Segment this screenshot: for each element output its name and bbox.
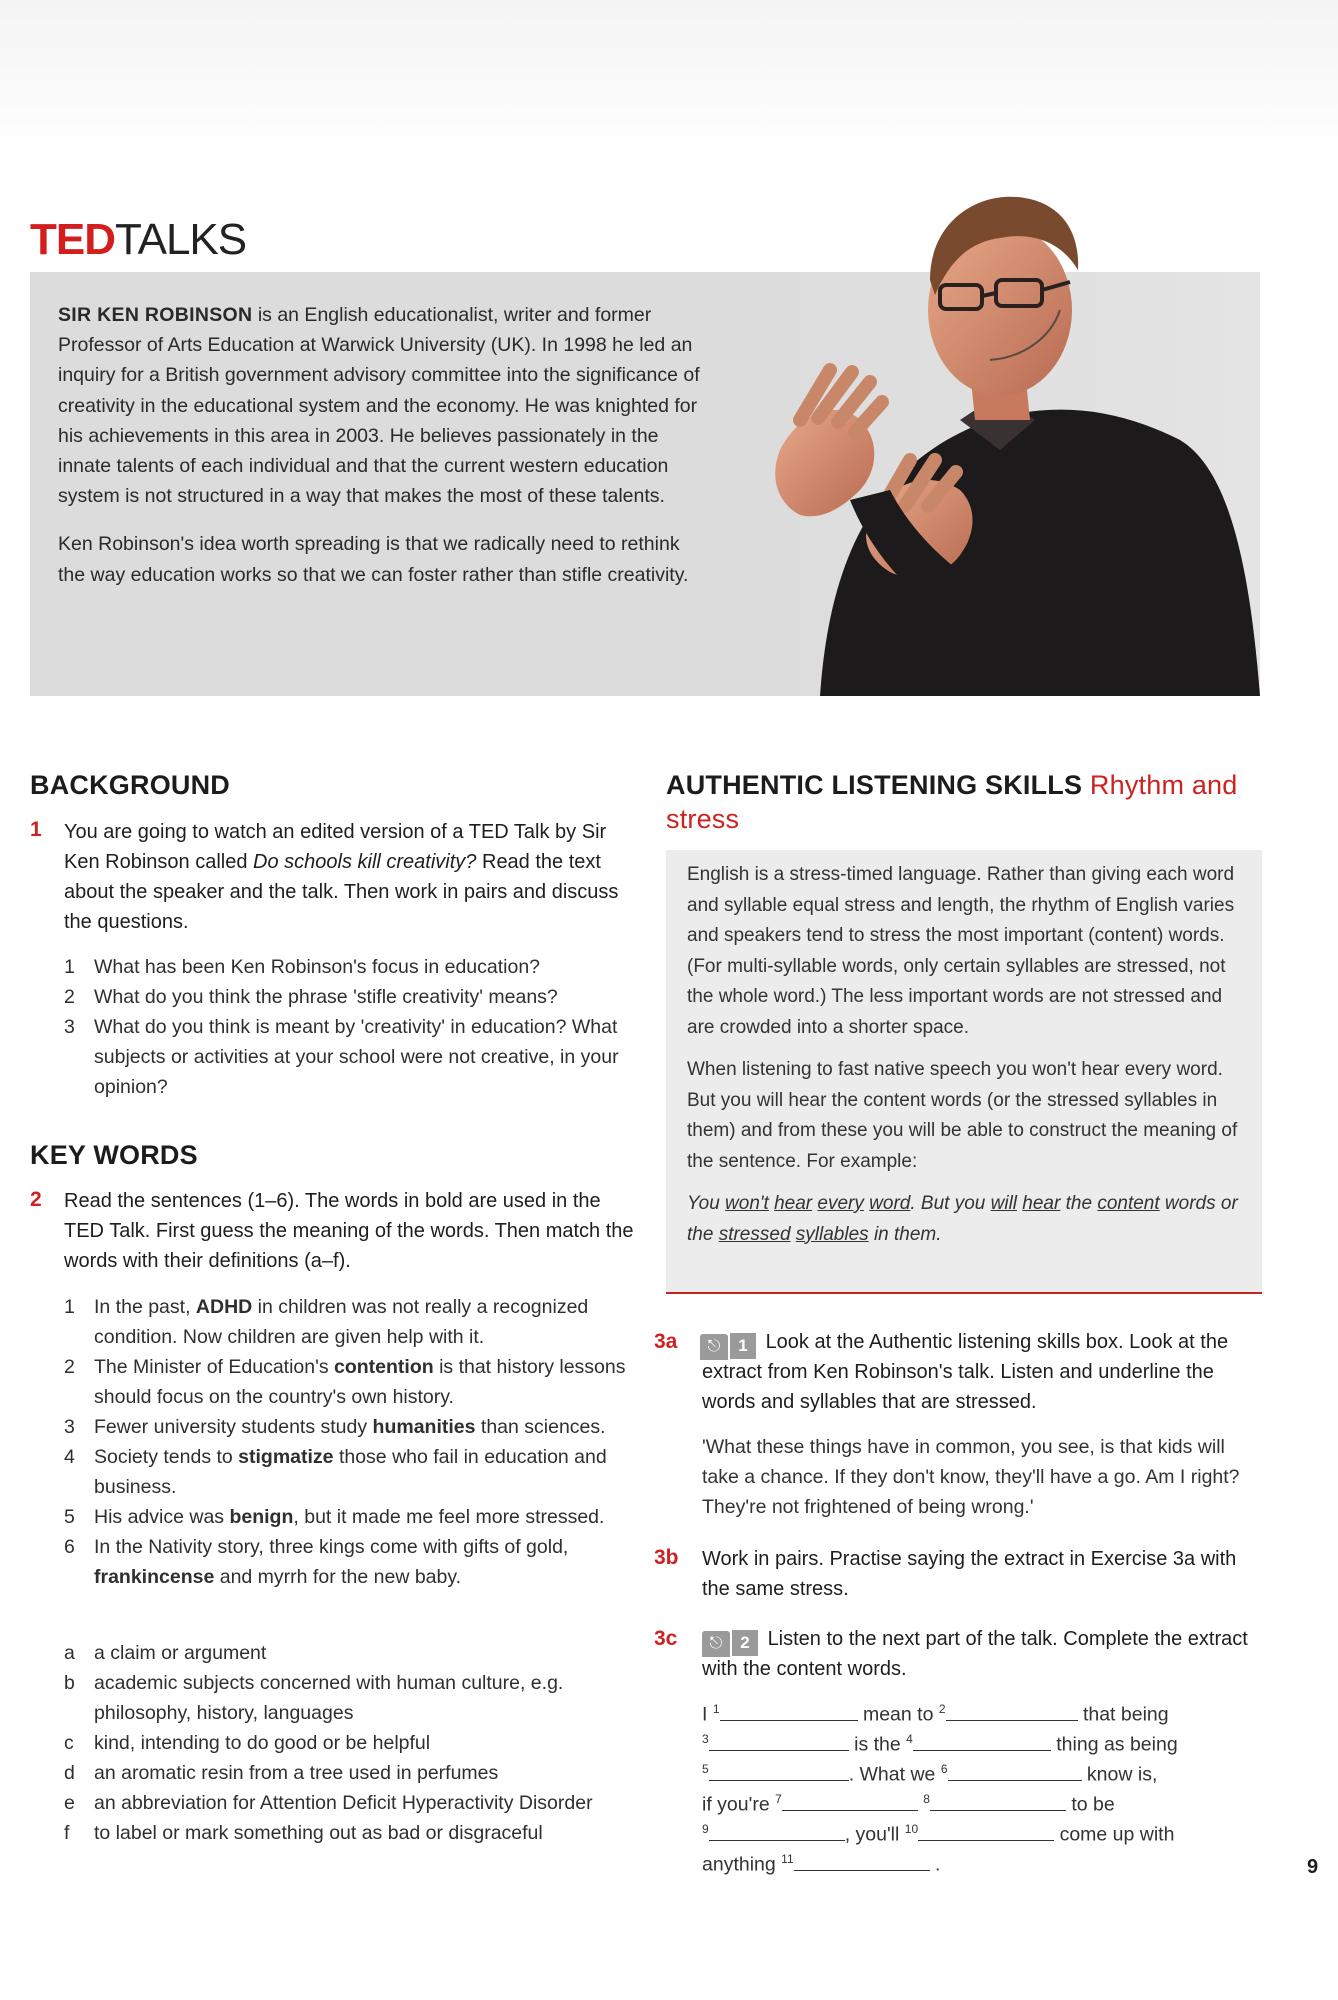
question-text: What has been Ken Robinson's focus in education? (94, 956, 541, 978)
key-words-intro: Read the sentences (1–6). The words in bold are used in the TED Talk. First guess the meaning of the words. Then match the words with their definitions (a–f). (64, 1190, 634, 1272)
gap-number: 9 (702, 1822, 709, 1836)
gap-text: thing as being (1056, 1733, 1178, 1756)
page-number: 9 (1307, 1856, 1319, 1878)
gap-number: 8 (923, 1792, 930, 1806)
gap-number: 10 (904, 1822, 919, 1836)
list-item (64, 1412, 636, 1442)
exercise-number-3a: 3a (654, 1330, 678, 1353)
list-item (64, 1502, 636, 1532)
example-word: in them. (868, 1223, 942, 1245)
als-paragraph-2: When listening to fast native speech you won't hear every word. But you will hear the content words (or the stressed syllables in them) and from these you will be able to construct the meaning of the sentence. For example: (687, 1059, 1238, 1172)
authentic-listening-text (687, 860, 1247, 1262)
als-subtitle: Rhythm and stress (666, 770, 1238, 834)
stressed-word: hear (774, 1193, 813, 1214)
item-number: 3 (64, 1016, 75, 1038)
gap-blank-11[interactable] (794, 1869, 930, 1871)
gap-number: 11 (781, 1852, 794, 1866)
definition-text: academic subjects concerned with human culture, e.g. philosophy, history, languages (94, 1672, 564, 1724)
sentence-text: , but it made me feel more stressed. (293, 1506, 605, 1528)
definition-text: a claim or argument (94, 1642, 267, 1664)
als-title: AUTHENTIC LISTENING SKILLS (666, 770, 1083, 800)
gap-blank-10[interactable] (918, 1839, 1054, 1841)
exercise-3c-text: Listen to the next part of the talk. Complete the extract with the content words. (702, 1628, 1248, 1680)
definition-text: an abbreviation for Attention Deficit Hyperactivity Disorder (94, 1792, 593, 1814)
item-letter: c (64, 1732, 74, 1754)
gap-text: , you'll (844, 1823, 900, 1846)
als-paragraph-1: English is a stress-timed language. Rather than giving each word and syllable equal stress and length, the rhythm of English varies and speakers tend to stress the most important (content) words. (For multi-syllable words, only certain syllables are stressed, not the whole word.) The less important words are not stressed and are crowded into a shorter space. (687, 864, 1235, 1038)
sentence-text: The Minister of Education's (94, 1356, 334, 1378)
sentence-text: than sciences. (475, 1416, 606, 1438)
gap-number: 6 (940, 1762, 948, 1776)
gap-text: mean to (862, 1703, 934, 1726)
item-number: 2 (64, 986, 75, 1008)
exercise-number-3c: 3c (654, 1627, 678, 1650)
definition-text: to label or mark something out as bad or disgraceful (94, 1822, 543, 1844)
gap-number: 4 (906, 1732, 913, 1746)
gap-line-4 (702, 1792, 1115, 1817)
gap-text: that being (1082, 1703, 1169, 1726)
talk-title: Do schools kill creativity? (253, 851, 477, 873)
item-number: 6 (64, 1536, 75, 1558)
item-letter: d (64, 1762, 75, 1784)
item-letter: b (64, 1672, 75, 1694)
track-number: 1 (730, 1333, 756, 1359)
gap-number: 2 (938, 1702, 946, 1716)
sentence-text: Society tends to (94, 1446, 239, 1468)
intro-text-a: You are going to watch an edited version of a TED Talk by Sir Ken Robinson called (64, 821, 607, 873)
item-number: 4 (64, 1446, 75, 1468)
gap-line-2 (702, 1732, 1178, 1757)
definition-text: an aromatic resin from a tree used in perfumes (94, 1762, 499, 1784)
background-questions (64, 952, 634, 1102)
headphones-icon: ⎋ (702, 1631, 730, 1657)
sentence-text: and myrrh for the new baby. (214, 1566, 462, 1588)
exercise-number-1: 1 (30, 818, 42, 841)
stressed-word: hear (1022, 1193, 1061, 1214)
key-word-definitions (64, 1638, 636, 1848)
gap-blank-3[interactable] (709, 1749, 849, 1751)
gap-text: is the (854, 1733, 901, 1756)
key-word-sentences (64, 1292, 636, 1592)
sentence-text: is that history lessons should focus on the country's own history. (94, 1356, 626, 1408)
bio-text-1: is an English educationalist, writer and former Professor of Arts Education at Warwick University (UK). In 1998 he led an inquiry for a British government advisory committee into the significance of creativity in the educational system and the economy. He was knighted for his achievements in this area in 2003. He believes passionately in the innate talents of each individual and that the current western education system is not structured in a way that makes the most of these talents. (58, 304, 700, 508)
item-number: 5 (64, 1506, 75, 1528)
list-item (64, 952, 634, 982)
gap-blank-8[interactable] (930, 1809, 1066, 1811)
example-word: words or the (687, 1193, 1238, 1245)
speaker-photo (760, 120, 1260, 696)
audio-track-1[interactable] (700, 1330, 756, 1356)
definition-text: kind, intending to do good or be helpful (94, 1732, 431, 1754)
speaker-bio-text (58, 300, 708, 608)
sentence-text: Fewer university students study (94, 1416, 373, 1438)
authentic-listening-heading (666, 768, 1266, 836)
exercise-3a-instructions (702, 1327, 1262, 1417)
example-word: You (687, 1193, 726, 1214)
gap-text: . (935, 1853, 941, 1876)
sentence-text: In the Nativity story, three kings come with gifts of gold, (94, 1536, 569, 1558)
exercise-3a-quote: 'What these things have in common, you see, is that kids will take a chance. If they don't know, they'll have a go. Am I right? They're not frightened of being wrong.' (702, 1436, 1240, 1518)
stressed-word: every (817, 1193, 864, 1214)
key-word: stigmatize (238, 1446, 334, 1468)
stressed-word: syllables (795, 1223, 869, 1245)
speaker-name: SIR KEN ROBINSON (58, 304, 253, 326)
list-item (64, 1292, 636, 1352)
list-item (64, 1442, 636, 1502)
list-item (64, 1352, 636, 1412)
audio-track-2[interactable] (702, 1627, 758, 1653)
stressed-word: will (990, 1193, 1018, 1214)
exercise-3a-text: Look at the Authentic listening skills box. Look at the extract from Ken Robinson's talk. Listen and underline the words and syllables that are stressed. (702, 1331, 1229, 1413)
exercise-number-2: 2 (30, 1188, 42, 1211)
item-number: 1 (64, 1296, 75, 1318)
question-text: What do you think the phrase 'stifle creativity' means? (94, 986, 558, 1008)
gap-text: I (702, 1703, 708, 1726)
list-item (64, 1818, 636, 1848)
background-heading: BACKGROUND (30, 770, 230, 800)
background-intro (64, 817, 634, 937)
question-text: What do you think is meant by 'creativity' in education? What subjects or activities at your school were not creative, in your opinion? (94, 1016, 619, 1098)
list-item (64, 1788, 636, 1818)
logo-talks: TALKS (115, 215, 247, 264)
key-word: benign (229, 1506, 294, 1528)
exercise-number-3b: 3b (654, 1546, 679, 1569)
stressed-word: content (1097, 1193, 1160, 1214)
list-item (64, 1728, 636, 1758)
track-number: 2 (732, 1630, 758, 1656)
stressed-word: won't (725, 1193, 769, 1214)
logo-ted: TED (30, 215, 115, 264)
item-letter: f (64, 1822, 70, 1844)
gap-text: . What we (848, 1763, 936, 1786)
gap-blank-1[interactable] (720, 1719, 858, 1721)
list-item (64, 982, 634, 1012)
example-word: . But you (910, 1193, 991, 1214)
gap-blank-7[interactable] (782, 1809, 918, 1811)
example-word: the (1060, 1193, 1098, 1214)
gap-text: come up with (1059, 1823, 1175, 1846)
item-letter: a (64, 1642, 75, 1664)
gap-blank-9[interactable] (709, 1839, 845, 1841)
gap-number: 1 (712, 1702, 720, 1716)
key-word: frankincense (94, 1566, 215, 1588)
intro-text-b: Read the text about the speaker and the talk. Then work in pairs and discuss the questions. (64, 851, 619, 933)
list-item (64, 1012, 634, 1102)
bio-paragraph-1 (58, 300, 708, 511)
sentence-text: His advice was (94, 1506, 230, 1528)
exercise-3c-instructions (702, 1624, 1262, 1684)
gap-line-5 (702, 1822, 1174, 1847)
item-number: 1 (64, 956, 75, 978)
gap-number: 7 (775, 1792, 782, 1806)
key-words-heading: KEY WORDS (30, 1140, 198, 1170)
sentence-text: in children was not really a recognized condition. Now children are given help with it. (94, 1296, 589, 1348)
gap-text: if you're (702, 1793, 770, 1816)
gap-line-3 (702, 1762, 1157, 1787)
headphones-icon: ⎋ (700, 1334, 728, 1360)
list-item (64, 1638, 636, 1668)
gap-text: know is, (1086, 1763, 1158, 1786)
gap-blank-5[interactable] (709, 1779, 849, 1781)
stressed-word: stressed (718, 1223, 791, 1245)
exercise-3b-text: Work in pairs. Practise saying the extract in Exercise 3a with the same stress. (702, 1548, 1237, 1600)
list-item (64, 1668, 636, 1728)
key-word: humanities (372, 1416, 476, 1438)
bio-paragraph-2: Ken Robinson's idea worth spreading is that we radically need to rethink the way education works so that we can foster rather than stifle creativity. (58, 533, 689, 586)
gap-blank-2[interactable] (946, 1719, 1078, 1721)
gap-line-6 (702, 1852, 940, 1877)
list-item (64, 1758, 636, 1788)
gap-blank-4[interactable] (913, 1749, 1051, 1751)
key-word: ADHD (195, 1296, 253, 1318)
key-word: contention (334, 1356, 434, 1378)
gap-number: 3 (702, 1732, 709, 1746)
item-letter: e (64, 1792, 75, 1814)
sentence-text: those who fail in education and business. (94, 1446, 607, 1498)
gap-text: to be (1071, 1793, 1115, 1816)
list-item (64, 1532, 636, 1592)
stressed-word: word (869, 1193, 911, 1214)
sentence-text: In the past, (94, 1296, 196, 1318)
als-example (687, 1189, 1247, 1250)
ted-talks-logo (30, 215, 247, 264)
item-number: 2 (64, 1356, 75, 1378)
gap-blank-6[interactable] (948, 1779, 1082, 1781)
gap-text: anything (702, 1853, 776, 1876)
gap-number: 5 (702, 1762, 709, 1776)
gap-line-1 (702, 1702, 1169, 1727)
item-number: 3 (64, 1416, 75, 1438)
